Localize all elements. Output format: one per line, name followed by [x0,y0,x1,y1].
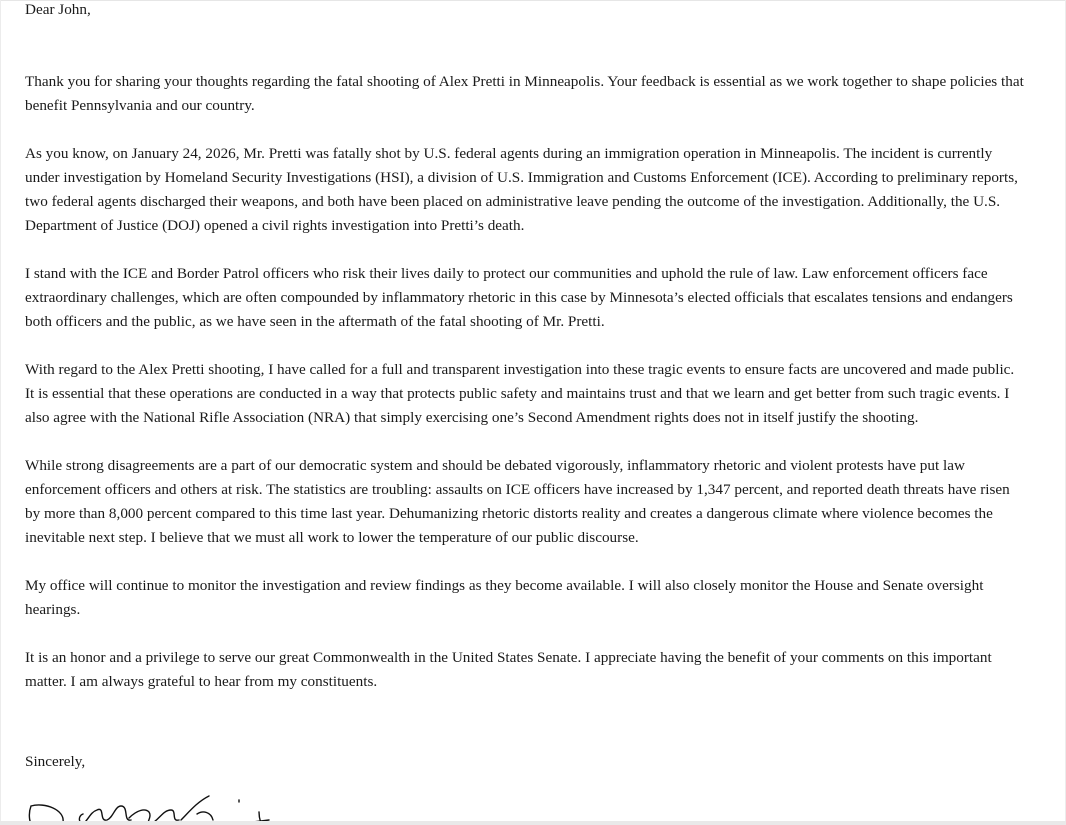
paragraph-thanks: Thank you for sharing your thoughts regarding the fatal shooting of Alex Pretti in Minneapolis. Your feedback is essential as we work together to shape policies that benefit Pennsylvania and our country. [25,73,1024,114]
salutation: Dear John, [25,1,91,18]
paragraph-investigation: With regard to the Alex Pretti shooting, I have called for a full and transparent investigation into these tragic events to ensure facts are uncovered and made public. It is essential that these operations are conducted in a way that protects public safety and maintains trust and that we learn and get better from such tragic events. I also agree with the National Rifle Association (NRA) that simply exercising one’s Second Amendment rights does not in itself justify the shooting. [25,361,1015,426]
paragraph-support-officers: I stand with the ICE and Border Patrol officers who risk their lives daily to protect our communities and uphold the rule of law. Law enforcement officers face extraordinary challenges, which are often compounded by inflammatory rhetoric in this case by Minnesota’s elected officials that escalates tensions and endangers both officers and the public, as we have seen in the aftermath of the fatal shooting of Mr. Pretti. [25,265,1013,330]
paragraph-honor: It is an honor and a privilege to serve our great Commonwealth in the United States Senate. I appreciate having the benefit of your comments on this important matter. I am always grateful to hear from my constituents. [25,649,992,690]
bottom-border [0,821,1066,825]
left-border [0,0,1,825]
paragraph-incident: As you know, on January 24, 2026, Mr. Pretti was fatally shot by U.S. federal agents during an immigration operation in Minneapolis. The incident is currently under investigation by Homeland Security Investigations (HSI), a division of U.S. Immigration and Customs Enforcement (ICE). According to preliminary reports, two federal agents discharged their weapons, and both have been placed on administrative leave pending the outcome of the investigation. Additionally, the U.S. Department of Justice (DOJ) opened a civil rights investigation into Pretti’s death. [25,145,1018,234]
closing: Sincerely, [25,753,86,770]
paragraph-rhetoric: While strong disagreements are a part of our democratic system and should be debated vigorously, inflammatory rhetoric and violent protests have put law enforcement officers and others at risk. The statistics are troubling: assaults on ICE officers have increased by 1,347 percent, and reported death threats have risen by more than 8,000 percent compared to this time last year. Dehumanizing rhetoric distorts reality and creates a dangerous climate where violence becomes the inevitable next step. I believe that we must all work to lower the temperature of our public discourse. [25,457,1010,546]
letter-body [25,0,1025,774]
paragraph-monitor: My office will continue to monitor the investigation and review findings as they become available. I will also closely monitor the House and Senate oversight hearings. [25,577,984,618]
